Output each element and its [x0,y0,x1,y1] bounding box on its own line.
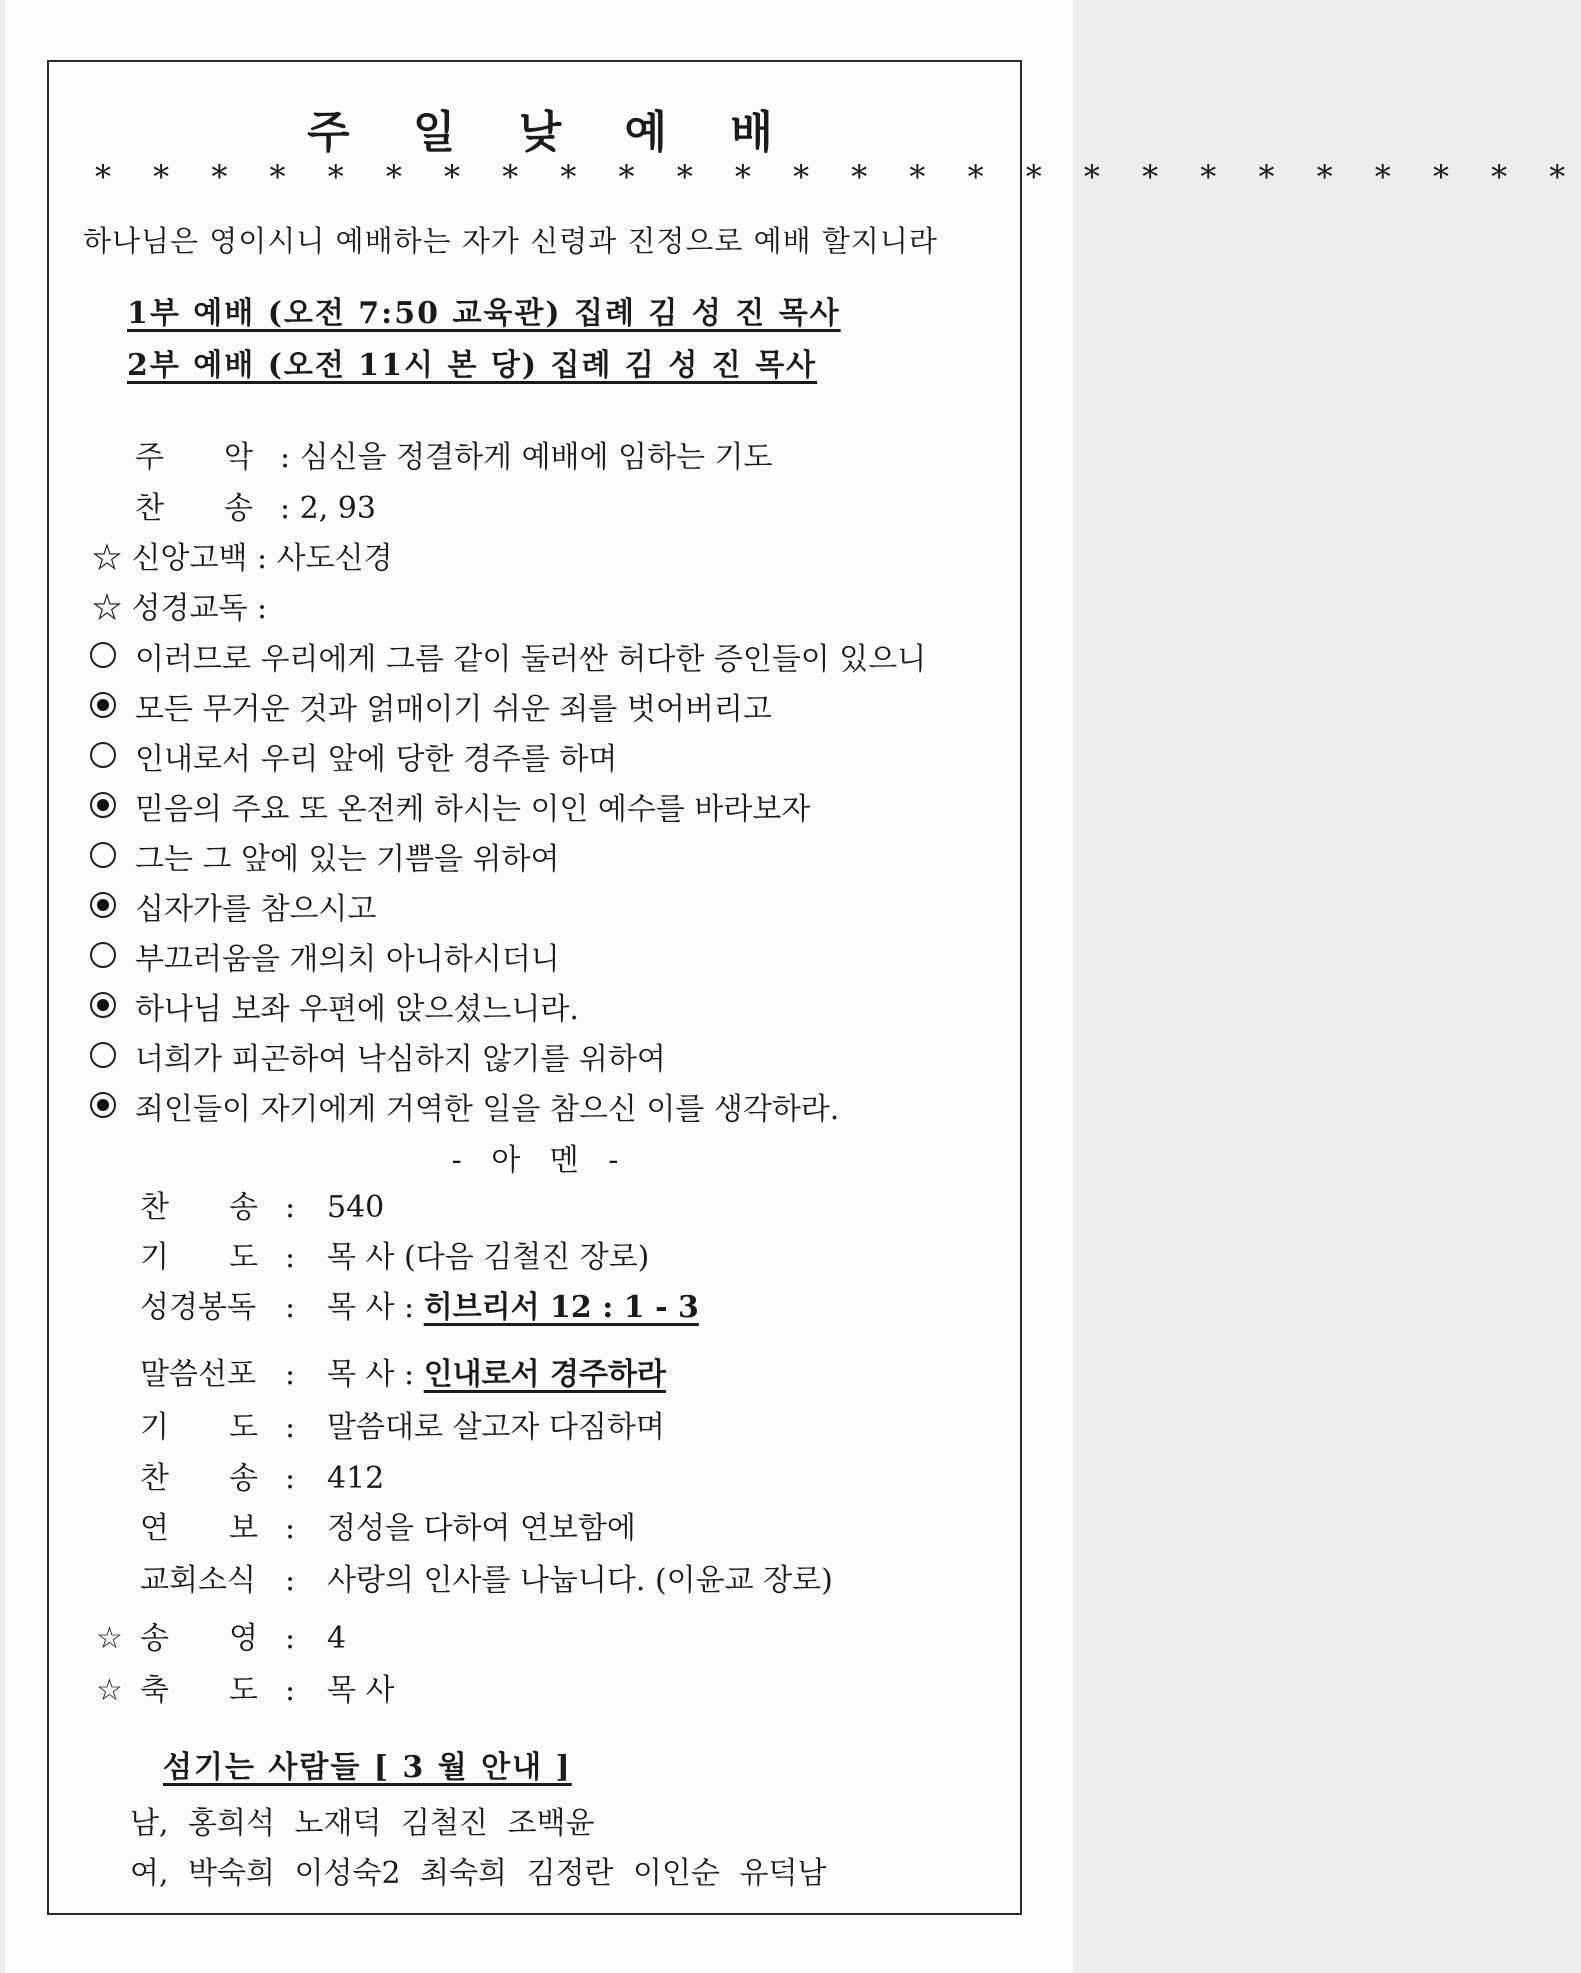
order-colon: : [285,1410,296,1445]
order-label: 주 악 [135,440,253,475]
congregation-bullet-icon [90,892,116,918]
leader-bullet-icon [90,942,116,968]
service-2: 2부 예배 (오전 11시 본 당) 집례 김 성 진 목사 [127,348,818,383]
order-value: : 2, 93 [280,491,376,526]
order-value: : 사도신경 [257,541,393,576]
order-colon: : [285,1621,296,1656]
order-label: 성경봉독 [140,1290,256,1325]
order-label: 찬 송 [135,491,253,526]
order-item-prelude [135,432,773,476]
order-label: 교회소식 [140,1563,256,1598]
amen-line: - 아 멘 - [451,1143,629,1178]
order-label: 연 보 [140,1511,258,1546]
order-colon: : [285,1190,296,1225]
order-label: 송 영 [140,1621,258,1656]
order-value: 정성을 다하여 연보함에 [327,1511,636,1546]
reading-line: 인내로서 우리 앞에 당한 경주를 하며 [135,742,618,777]
order-label: 축 도 [140,1673,258,1708]
order-item [140,1402,665,1446]
reading-line: 부끄러움을 개의치 아니하시더니 [135,942,560,977]
leader-bullet-icon [90,1042,116,1068]
order-label: 기 도 [140,1240,258,1275]
order-value: 540 [327,1190,385,1225]
order-value: : 심신을 정결하게 예배에 임하는 기도 [280,440,773,475]
order-item [140,1182,384,1226]
reading-line: 하나님 보좌 우편에 앉으셨느니라. [135,992,579,1027]
order-value: 412 [327,1461,385,1496]
order-item-sermon [140,1349,666,1393]
order-item-creed [92,533,393,577]
order-item-benediction [96,1665,395,1709]
order-item [140,1453,384,1497]
order-label: 기 도 [140,1410,258,1445]
reading-line: 모든 무거운 것과 얽매이기 쉬운 죄를 벗어버리고 [135,692,772,727]
sermon-title: 인내로서 경주하라 [423,1357,666,1392]
order-value: 목 사 : [327,1357,415,1392]
order-label: 말씀선포 [140,1357,256,1392]
order-label: 성경교독 [131,591,248,626]
order-value: 목 사 (다음 김철진 장로) [327,1240,650,1275]
order-colon: : [285,1461,296,1496]
congregation-bullet-icon [90,1092,116,1118]
scripture-reference: 히브리서 12 : 1 - 3 [423,1290,699,1325]
ushers-women: 여, 박숙희 이성숙2 최숙희 김정란 이인순 유덕남 [130,1856,827,1891]
order-item-doxology [96,1613,346,1657]
star-icon: ☆ [92,591,122,626]
order-colon: : [285,1290,296,1325]
order-colon: : [285,1357,296,1392]
scripture-line: 하나님은 영이시니 예배하는 자가 신령과 진정으로 예배 할지니라 [83,224,938,258]
congregation-bullet-icon [90,792,116,818]
order-item-reading [92,583,267,627]
order-value: 목 사 [327,1673,395,1708]
reading-line: 너희가 피곤하여 낙심하지 않기를 위하여 [135,1042,666,1077]
worship-title: 주 일 낮 예 배 [307,107,797,158]
leader-bullet-icon [90,742,116,768]
order-label: 신앙고백 [131,541,248,576]
star-icon: ☆ [96,1621,123,1656]
order-label: 찬 송 [140,1190,258,1225]
star-divider: * * * * * * * * * * * * * * * * * * * * * * * * * * [95,158,1581,196]
order-colon: : [285,1240,296,1275]
order-item-news [140,1555,833,1599]
order-value: 사랑의 인사를 나눕니다. (이윤교 장로) [327,1563,833,1598]
order-value: 4 [327,1621,347,1656]
order-colon: : [285,1511,296,1546]
congregation-bullet-icon [90,992,116,1018]
order-value: 말씀대로 살고자 다짐하며 [327,1410,665,1445]
order-item [140,1503,636,1547]
order-colon: : [285,1673,296,1708]
leader-bullet-icon [90,842,116,868]
reading-line: 이러므로 우리에게 그름 같이 둘러싼 허다한 증인들이 있으니 [135,642,927,677]
reading-line: 그는 그 앞에 있는 기쁨을 위하여 [135,842,560,877]
congregation-bullet-icon [90,692,116,718]
order-item [140,1232,649,1276]
service-1: 1부 예배 (오전 7:50 교육관) 집례 김 성 진 목사 [127,296,841,331]
ushers-title: 섬기는 사람들 [ 3 월 안내 ] [163,1750,572,1785]
order-item-scripture [140,1282,699,1326]
star-icon: ☆ [92,541,122,576]
order-label: 찬 송 [140,1461,258,1496]
reading-line: 믿음의 주요 또 온전케 하시는 이인 예수를 바라보자 [135,792,811,827]
leader-bullet-icon [90,642,116,668]
order-item-hymn [135,483,376,527]
order-colon: : [285,1563,296,1598]
order-value: : [257,591,268,626]
order-value: 목 사 : [327,1290,415,1325]
ushers-men: 남, 홍희석 노재덕 김철진 조백윤 [130,1806,595,1841]
star-icon: ☆ [96,1673,123,1708]
reading-line: 십자가를 참으시고 [135,892,377,927]
reading-line: 죄인들이 자기에게 거역한 일을 참으신 이를 생각하라. [135,1092,840,1127]
